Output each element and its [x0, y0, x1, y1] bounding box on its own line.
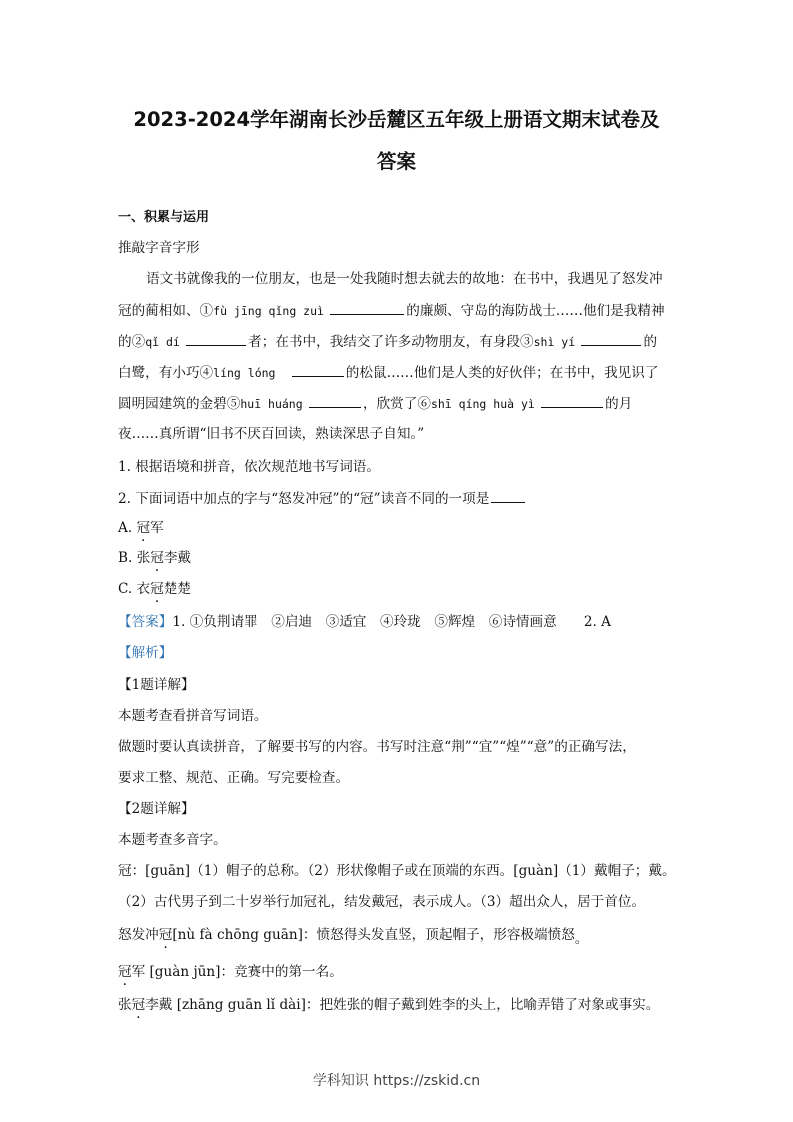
option-label: C. 衣 [118, 581, 151, 597]
answer-blank[interactable] [292, 363, 344, 377]
question-2 [118, 489, 527, 508]
detail-1-heading: 【1题详解】 [118, 677, 195, 693]
detail-2-line-5 [118, 963, 343, 981]
passage-line-6: 夜……真所谓“旧书不厌百回读，熟读深思子自知。” [118, 426, 425, 442]
answer-blank[interactable] [541, 394, 603, 408]
passage-text: 的月 [605, 396, 633, 412]
detail-2-line-6 [118, 996, 659, 1014]
option-label: A. [118, 520, 137, 536]
option-text: 楚楚 [163, 581, 191, 597]
answer-blank[interactable] [330, 301, 404, 315]
dotted-char: 冠 [131, 997, 146, 1013]
passage-line-1: 语文书就像我的一位朋友，也是一处我随时想去就去的故地：在书中，我遇见了怒发冲 [146, 271, 663, 287]
option-a [118, 519, 164, 537]
pinyin: shì yí [533, 335, 576, 349]
passage-text: ，欣赏了⑥ [362, 396, 431, 412]
answer-text: 1. ①负荆请罪 ②启迪 ③适宜 ④玲珑 ⑤辉煌 ⑥诗情画意 2. A [172, 614, 611, 630]
subtitle: 推敲字音字形 [118, 240, 200, 256]
option-text: 军 [150, 520, 164, 536]
dotted-char: 冠 [158, 927, 173, 943]
passage-text: 圆明园建筑的金碧⑤ [118, 396, 241, 412]
question-1: 1. 根据语境和拼音，依次规范地书写词语。 [118, 459, 380, 475]
detail-2-line-2: 冠：[guān]（1）帽子的总称。（2）形状像帽子或在顶端的东西。[guàn]（1）戴帽子；戴。 [118, 863, 676, 879]
entry-text: 。 [574, 931, 589, 947]
question-2-text: 2. 下面词语中加点的字与“怒发冲冠”的“冠”读音不同的一项是 [118, 491, 490, 507]
entry-text: 李戴 [zhāng guān lǐ dài]：把姓张的帽子戴到姓李的头上，比喻弄错了对象或事实。 [145, 997, 660, 1013]
dotted-char: 冠 [150, 581, 164, 597]
passage-text: 冠的蔺相如、① [118, 303, 214, 319]
analysis-tag: 【解析】 [118, 645, 173, 661]
answer-blank[interactable] [581, 332, 641, 346]
passage-text: 的② [118, 334, 146, 350]
option-b [118, 549, 191, 567]
detail-2-line-1: 本题考查多音字。 [118, 832, 227, 848]
detail-1-line-2: 做题时要认真读拼音，了解要书写的内容。书写时注意“荆”“宜”“煌”“意”的正确写法， [118, 739, 636, 755]
document-title-line1: 2023-2024学年湖南长沙岳麓区五年级上册语文期末试卷及 [133, 108, 660, 131]
dotted-char: 冠 [150, 550, 164, 566]
detail-1-line-1: 本题考查看拼音写词语。 [118, 708, 268, 724]
passage-text: 者；在书中，我结交了许多动物朋友，有身段③ [248, 334, 534, 350]
passage-text: 白鹭，有小巧④ [118, 365, 214, 381]
pinyin: fù jīng qǐng zuì [213, 304, 324, 318]
entry-text: 张 [118, 997, 132, 1013]
section-heading: 一、积累与运用 [118, 210, 210, 225]
answer-blank[interactable] [491, 489, 525, 503]
answer-blank[interactable] [309, 394, 361, 408]
passage-line-4 [118, 363, 658, 382]
answer-blank[interactable] [186, 332, 246, 346]
entry-text: [nù fà chōng guān]：愤怒得头发直竖，顶起帽子，形容极端愤怒 [172, 927, 575, 943]
passage-line-3 [118, 332, 657, 351]
detail-2-line-3: （2）古代男子到二十岁举行加冠礼，结发戴冠，表示成人。（3）超出众人，居于首位。 [118, 894, 646, 910]
answer-tag: 【答案】 [118, 614, 173, 630]
entry-text: 怒发冲 [118, 927, 159, 943]
detail-2-heading: 【2题详解】 [118, 801, 195, 817]
dotted-char: 冠 [136, 520, 151, 536]
answer-line [118, 613, 611, 631]
passage-line-2 [118, 301, 665, 320]
pinyin: huī huáng [240, 397, 303, 411]
pinyin: shī qíng huà yì [430, 397, 535, 411]
passage-line-5 [118, 394, 632, 413]
dotted-char: 冠 [118, 964, 132, 980]
option-c [118, 580, 191, 598]
passage-text: 的廉颇、守岛的海防战士……他们是我精神 [406, 303, 665, 319]
passage-text: 的 [643, 334, 658, 350]
document-title-line2: 答案 [376, 150, 416, 173]
option-text: 李戴 [163, 550, 192, 566]
footer-watermark: 学科知识 https://zskid.cn [312, 1073, 481, 1089]
passage-text: 的松鼠……他们是人类的好伙伴；在书中，我见识了 [345, 365, 659, 381]
detail-2-line-4 [118, 926, 589, 947]
option-label: B. 张 [118, 550, 151, 566]
pinyin: qǐ dí [145, 335, 180, 349]
pinyin: líng lóng [213, 366, 276, 380]
entry-text: 军 [guàn jūn]：竞赛中的第一名。 [131, 964, 343, 980]
detail-1-line-3: 要求工整、规范、正确。写完要检查。 [118, 770, 350, 786]
